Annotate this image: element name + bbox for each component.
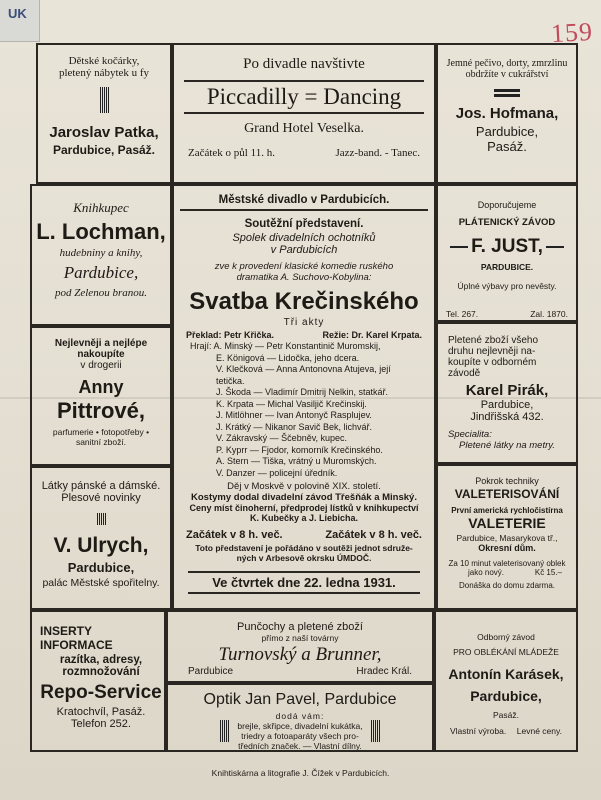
pirak-spec: Specialita: (448, 429, 492, 440)
piccadilly-start: Začátek o půl 11. h. (188, 147, 275, 159)
start-times (186, 529, 422, 541)
ad-pirak (436, 322, 578, 464)
valeterie-price: Kč 15.– (534, 568, 562, 577)
ulrych-name: V. Ulrych, (53, 534, 149, 557)
pittrova-line2: nakoupíte (77, 349, 125, 360)
pavel-title: Optik Jan Pavel, Pardubice (203, 691, 397, 708)
patka-line1: Dětské kočárky, (68, 55, 140, 67)
handwritten-number: 159 (550, 16, 594, 49)
cast-line: J. Škoda — Vladimír Dmitrij Nelkin, statkář. (216, 387, 389, 397)
cast-line: V. Danzer — policejní úředník. (216, 467, 338, 478)
cast-line: J. Krátký — Nikanor Savič Bek, lichvář. (216, 421, 373, 432)
barcode-ornament-icon (371, 720, 380, 742)
rule-left-icon (450, 246, 468, 248)
valeterie-price-row (468, 568, 562, 577)
turnovsky-cities (188, 666, 412, 677)
double-bar-icon (494, 89, 520, 97)
divider (184, 80, 424, 82)
divider (180, 209, 428, 211)
play-prices2: K. Kubečky a J. Liebicha. (249, 513, 359, 523)
hofman-address: Pasáž. (487, 139, 527, 154)
ulrych-line1: Látky pánské a dámské. (41, 480, 161, 492)
pavel-line4: tředních značek. — Vlastní dílny. (238, 741, 362, 751)
play-note1: Toto představení je pořádáno v soutěži jednot sdruže- (195, 543, 413, 553)
credits-row (186, 330, 422, 340)
piccadilly-band: Jazz-band. - Tanec. (335, 147, 420, 159)
karasek-line1: Odborný závod (477, 632, 535, 642)
pittrova-line1: Nejlevněji a nejlépe (54, 338, 148, 349)
cast-line: E. Königová — Lidočka, jeho dcera. (216, 352, 360, 363)
cast-list (190, 341, 428, 479)
lochman-address: pod Zelenou branou. (55, 287, 147, 299)
pirak-line4: závodě (448, 368, 481, 379)
hofman-city: Pardubice, (475, 124, 539, 139)
play-title: Svatba Krečinského (189, 288, 419, 315)
ad-karasek (434, 610, 578, 752)
just-tel: Tel. 267. (446, 309, 479, 319)
theatre-intro2: dramatika A. Suchovo-Kobylina: (236, 272, 372, 283)
theatre-club2: v Pardubicích (270, 244, 338, 256)
karasek-name1: Antonín Karásek, (448, 666, 564, 682)
ad-ulrych (30, 466, 172, 610)
lochman-line1: Knihkupec (73, 200, 129, 215)
ad-hofman (436, 43, 578, 184)
repo-line3: razítka, adresy, (59, 654, 143, 666)
pirak-spec2: Pletené látky na metry. (459, 440, 555, 451)
valeterie-line2: VALETERISOVÁNÍ (454, 487, 560, 501)
patka-line2: pletený nábytek u fy (58, 67, 150, 79)
repo-line4: rozmnožování (62, 666, 140, 678)
stamp-corner: UK (0, 0, 40, 42)
pirak-line3: koupíte v odborném (448, 357, 537, 368)
barcode-ornament-icon (220, 720, 229, 742)
patka-name: Jaroslav Patka, (49, 124, 159, 141)
ulrych-address: palác Městské spořitelny. (42, 577, 160, 589)
repo-name: Repo-Service (40, 682, 162, 703)
piccadilly-line1: Po divadle navštivte (243, 56, 365, 72)
karasek-line2: PRO OBLÉKÁNÍ MLÁDEŽE (453, 647, 559, 657)
just-zal: Zal. 1870. (530, 309, 568, 319)
patka-address: Pardubice, Pasáž. (52, 143, 156, 157)
barcode-ornament-icon (100, 87, 109, 113)
pirak-line1: Pletené zboží všeho (448, 335, 539, 346)
play-note2: ných v Arbesově okrsku ÚMDOČ. (236, 553, 372, 563)
cast-line: A. Stern — Tiška, vrátný u Muromských. (216, 456, 377, 466)
director-credit: Režie: Dr. Karel Krpata. (322, 330, 422, 340)
cast-line: P. Kyprr — Fjodor, komorník Krečinského. (216, 444, 383, 455)
cast-line: Hrají: A. Minský — Petr Konstantinič Muromskij, (190, 341, 381, 351)
cast-line: K. Krpata — Michal Vasiljič Krečinskij. (216, 398, 367, 409)
repo-line1: INSERTY (40, 624, 93, 638)
ulrych-city: Pardubice, (67, 560, 135, 575)
barcode-ornament-icon (97, 513, 106, 525)
play-acts: Tři akty (283, 317, 325, 328)
repo-address: Kratochvíl, Pasáž. (56, 706, 146, 718)
just-city: PARDUBICE. (480, 262, 534, 272)
turnovsky-name: Turnovský a Brunner, (218, 644, 382, 665)
lochman-city: Pardubice, (63, 263, 139, 282)
pavel-line1: dodá vám: (275, 711, 325, 721)
printer-footer: Knihtiskárna a litografie J. Čížek v Pardubicích. (211, 768, 390, 778)
pavel-text (237, 711, 362, 751)
start-time-right: Začátek v 8 h. več. (325, 529, 422, 541)
rule-right-icon (546, 246, 564, 248)
karasek-address: Pasáž. (493, 710, 519, 720)
pittrova-name2: Pittrové, (56, 398, 146, 423)
cast-line: tetička. (216, 375, 245, 386)
just-line1: Doporučujeme (477, 200, 537, 210)
valeterie-line5: jako nový. (468, 568, 505, 577)
pirak-city: Pardubice, (480, 399, 534, 411)
hofman-line2: obdržíte v cukrářství (465, 69, 549, 80)
just-line2: PLÁTENICKÝ ZÁVOD (458, 217, 556, 228)
repo-line2: INFORMACE (40, 638, 113, 652)
theatre-intro1: zve k provedení klasické komedie ruského (214, 261, 394, 272)
ad-repo-service (30, 610, 166, 752)
pittrova-line3: v drogerii (80, 360, 122, 371)
pittrova-name1: Anny (78, 377, 124, 397)
turnovsky-city2: Hradec Král. (356, 666, 412, 677)
pavel-line3: triedry a fotoaparáty všech pro- (241, 731, 359, 741)
valeterie-dum: Okresní dům. (478, 543, 536, 553)
turnovsky-line1: Punčochy a pletené zboží (237, 621, 363, 633)
pavel-line2: brejle, skřipce, divadelní kukátka, (237, 721, 363, 731)
pirak-name: Karel Pirák, (465, 382, 549, 399)
just-line3: Úplné výbavy pro nevěsty. (457, 281, 557, 291)
ulrych-line2: Plesové novinky (61, 492, 141, 504)
hofman-name: Jos. Hofmana, (455, 105, 559, 122)
valeterie-name: VALETERIE (468, 515, 546, 531)
ad-valeterie (436, 464, 578, 610)
ad-pittrova (30, 326, 172, 466)
cast-line: V. Zákravský — Ščebněv, kupec. (216, 433, 348, 443)
piccadilly-title: Piccadilly = Dancing (206, 84, 402, 109)
performance-date: Ve čtvrtek dne 22. ledna 1931. (188, 571, 420, 594)
ad-turnovsky (166, 610, 434, 683)
start-time-left: Začátek v 8 h. več. (186, 529, 283, 541)
ad-just (436, 184, 578, 322)
just-name: F. JUST, (471, 236, 543, 257)
valeterie-address: Pardubice, Masarykova tř., (456, 533, 558, 543)
valeterie-line1: Pokrok techniky (475, 476, 539, 486)
repo-tel: Telefon 252. (71, 718, 131, 730)
translation-credit: Překlad: Petr Křička. (186, 330, 275, 340)
ad-piccadilly (172, 43, 436, 184)
theatre-header: Městské divadlo v Pardubicích. (218, 194, 390, 206)
cast-line: J. Mitlöhner — Ivan Antonyč Rasplujev. (216, 410, 372, 420)
pavel-body (168, 711, 432, 751)
pittrova-line4: parfumerie • fotopotřeby • (52, 427, 150, 437)
lochman-name: L. Lochman, (36, 219, 166, 244)
play-setting: Děj v Moskvě v polovině XIX. století. (227, 481, 381, 492)
turnovsky-city1: Pardubice (188, 666, 234, 677)
pirak-address: Jindřišská 432. (470, 411, 544, 423)
ad-optik-pavel (166, 683, 434, 752)
piccadilly-info (188, 147, 420, 159)
karasek-name2: Pardubice, (470, 688, 542, 704)
karasek-own: Vlastní výroba. (450, 726, 507, 736)
divider (184, 112, 424, 114)
theatre-programme (172, 184, 436, 610)
theatre-contest: Soutěžní představení. (244, 218, 364, 230)
just-contacts (446, 309, 568, 319)
piccadilly-hotel: Grand Hotel Veselka. (244, 121, 364, 136)
hofman-line1: Jemné pečivo, dorty, zmrzlinu (446, 58, 568, 69)
play-costumes: Kostymy dodal divadelní závod Třešňák a Minský. (191, 492, 417, 503)
ad-patka (36, 43, 172, 184)
valeterie-line4: Za 10 minut valeterisovaný oblek (448, 559, 566, 568)
lochman-line2: hudebniny a knihy, (59, 247, 143, 259)
ad-lochman (30, 184, 172, 326)
cast-line: V. Klečková — Anna Antonovna Atujeva, její (216, 364, 391, 374)
pittrova-line5: sanitní zboží. (75, 437, 127, 447)
karasek-cheap: Levné ceny. (516, 726, 562, 736)
karasek-footer (450, 726, 562, 736)
pirak-line2: druhu nejlevněji na- (448, 346, 536, 357)
just-name-row (438, 236, 576, 258)
theatre-club1: Spolek divadelních ochotníků (232, 232, 376, 244)
valeterie-line6: Donáška do domu zdarma. (458, 581, 556, 590)
valeterie-line3: První americká rychločistírna (451, 506, 563, 515)
turnovsky-line2: přímo z naší továrny (261, 633, 339, 643)
play-prices1: Ceny míst činoherní, předprodej lístků v knihkupectví (189, 503, 419, 513)
